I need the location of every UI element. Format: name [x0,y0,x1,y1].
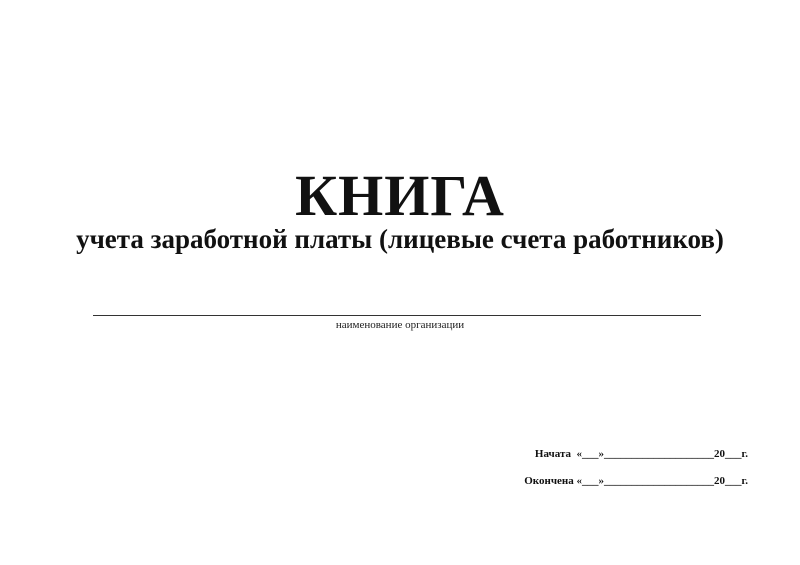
organization-name-line [93,315,701,316]
document-title: КНИГА [295,163,505,228]
ended-date-line: Окончена «___»____________________20___г. [524,475,748,487]
started-date-line: Начата «___»____________________20___г. [534,448,748,460]
organization-caption: наименование организации [335,319,465,331]
document-subtitle: учета заработной платы (лицевые счета работников) [76,224,724,254]
